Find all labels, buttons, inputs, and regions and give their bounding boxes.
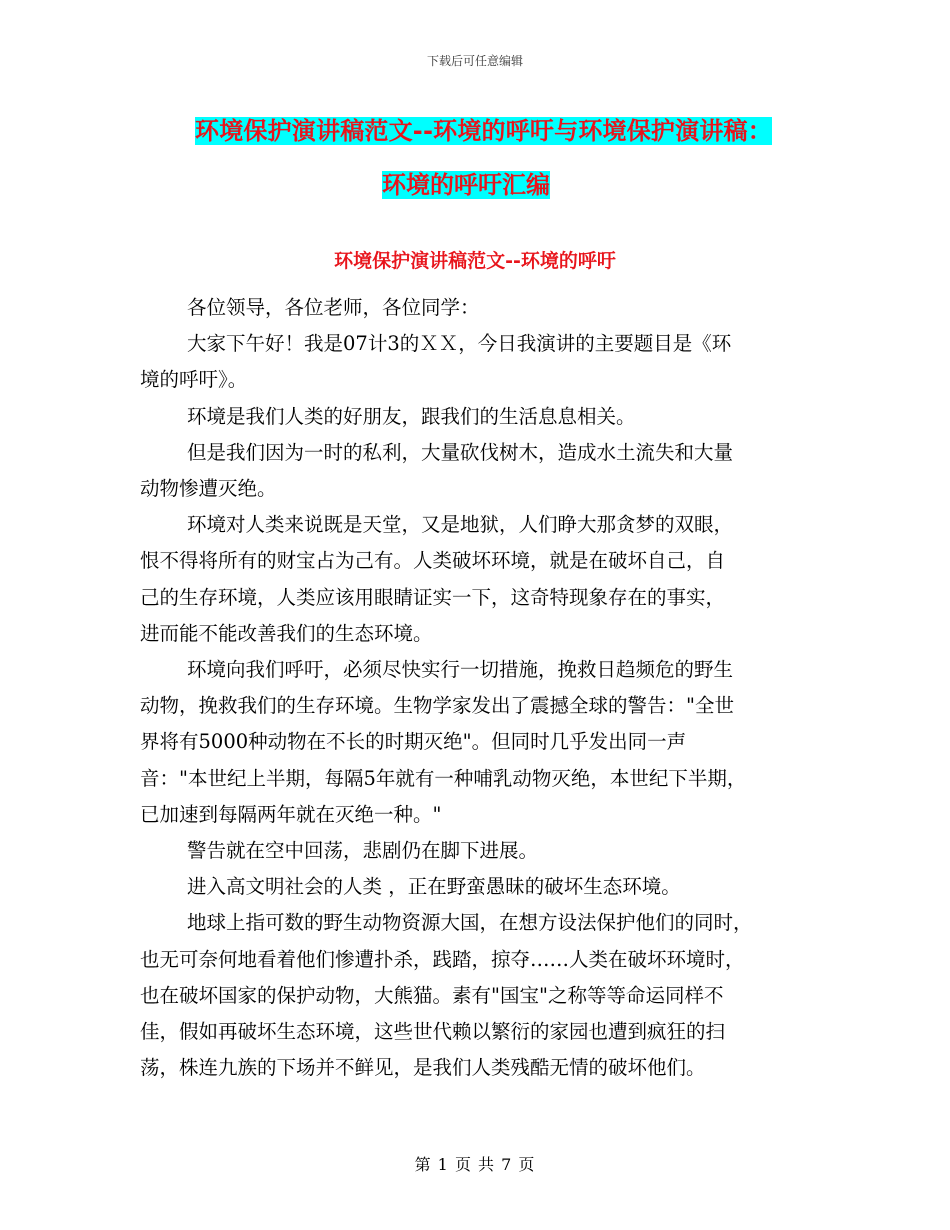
text-line: 动物，挽救我们的生存环境。生物学家发出了震撼全球的警告："全世 xyxy=(140,694,734,718)
paragraph xyxy=(140,507,812,652)
text-line: 荡，株连九族的下场并不鲜见，是我们人类残酷无情的破坏他们。 xyxy=(140,1056,706,1080)
text-line: 进入高文明社会的人类 ，正在野蛮愚昧的破坏生态环境。 xyxy=(187,875,681,899)
text-line: 各位领导，各位老师，各位同学： xyxy=(187,296,480,319)
section-subtitle: 环境保护演讲稿范文--环境的呼吁 xyxy=(334,250,616,272)
paragraph xyxy=(140,326,812,398)
text-line: 界将有5000种动物在不长的时期灭绝"。但同时几乎发出同一声 xyxy=(140,730,687,754)
text-line: 也无可奈何地看着他们惨遭扑杀，践踏，掠夺……人类在破坏环境时， xyxy=(140,947,745,971)
document-title xyxy=(195,104,835,212)
page-footer: 第 1 页 共 7 页 xyxy=(414,1155,536,1174)
paragraph xyxy=(140,399,812,435)
text-line: 环境是我们人类的好朋友，跟我们的生活息息相关。 xyxy=(187,404,636,428)
text-line: 环境对人类来说既是天堂，又是地狱，人们睁大那贪梦的双眼， xyxy=(187,513,734,537)
text-line: 动物惨遭灭绝。 xyxy=(140,477,277,501)
text-line: 也在破坏国家的保护动物，大熊猫。素有"国宝"之称等等命运同样不 xyxy=(140,983,724,1007)
paragraph xyxy=(140,652,812,833)
paragraph xyxy=(140,435,812,507)
text-line: 进而能不能改善我们的生态环境。 xyxy=(140,621,433,645)
text-line: 音："本世纪上半期，每隔5年就有一种哺乳动物灭绝，本世纪下半期， xyxy=(140,766,747,790)
paragraph xyxy=(140,869,812,905)
text-line: 环境向我们呼吁，必须尽快实行一切措施，挽救日趋频危的野生 xyxy=(187,658,734,682)
paragraph xyxy=(140,833,812,869)
body-text xyxy=(140,290,812,1086)
text-line: 境的呼吁》。 xyxy=(140,368,248,392)
text-line: 但是我们因为一时的私利，大量砍伐树木，造成水土流失和大量 xyxy=(187,440,734,464)
text-line: 恨不得将所有的财宝占为己有。人类破坏环境，就是在破坏自己，自 xyxy=(140,549,726,573)
paragraph xyxy=(140,290,812,326)
text-line: 大家下午好！我是07计3的ＸＸ，今日我演讲的主要题目是《环 xyxy=(187,332,732,356)
text-line: 佳，假如再破坏生态环境，这些世代赖以繁衍的家园也遭到疯狂的扫 xyxy=(140,1020,726,1044)
text-line: 已加速到每隔两年就在灭绝一种。" xyxy=(140,802,442,826)
paragraph xyxy=(140,905,812,1086)
title-line-1: 环境保护演讲稿范文--环境的呼吁与环境保护演讲稿： xyxy=(195,117,772,145)
text-line: 警告就在空中回荡，悲剧仍在脚下进展。 xyxy=(187,839,539,863)
title-line-2: 环境的呼吁汇编 xyxy=(382,171,550,199)
text-line: 地球上指可数的野生动物资源大国，在想方设法保护他们的同时， xyxy=(187,911,753,935)
text-line: 己的生存环境，人类应该用眼睛证实一下，这奇特现象存在的事实， xyxy=(140,585,726,609)
header-note: 下载后可任意编辑 xyxy=(426,54,523,68)
